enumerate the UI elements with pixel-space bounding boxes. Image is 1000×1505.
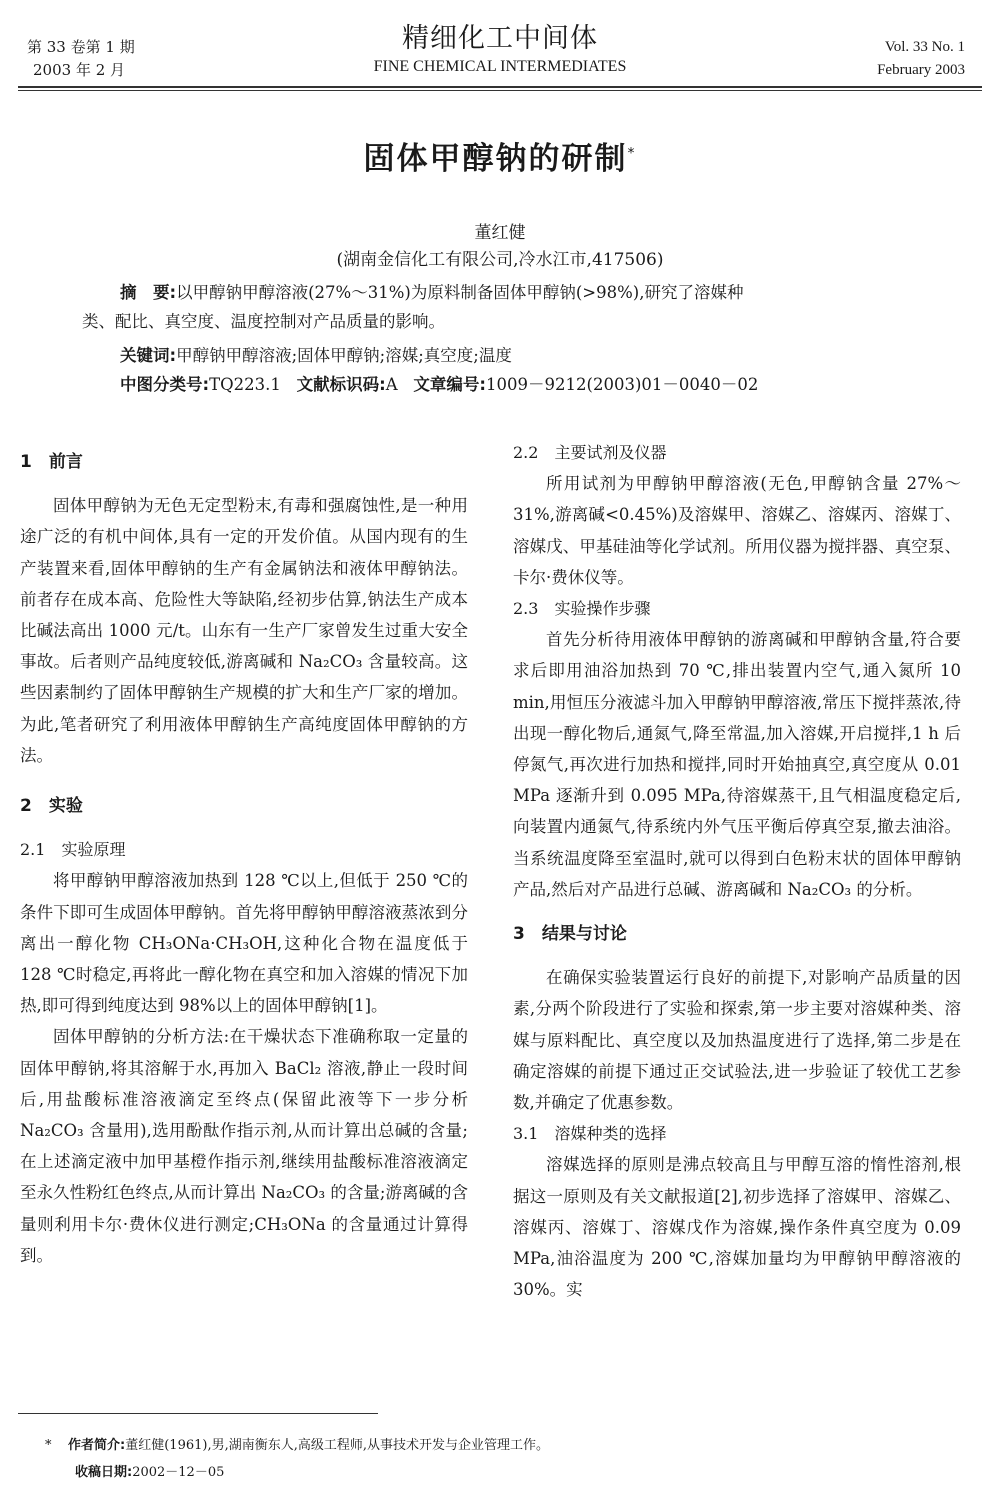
section-heading-results: 3 结果与讨论 bbox=[513, 924, 627, 945]
header-rule-thin bbox=[18, 90, 982, 91]
keywords bbox=[120, 342, 512, 366]
footnote-date-text: 2002－12－05 bbox=[132, 1465, 225, 1480]
subsection-heading-reagents: 2.2 主要试剂及仪器 bbox=[513, 443, 667, 462]
subsection-heading-procedure: 2.3 实验操作步骤 bbox=[513, 599, 651, 619]
doc-code-value: A bbox=[385, 375, 398, 394]
abstract-text-1: 以甲醇钠甲醇溶液(27%～31%)为原料制备固体甲醇钠(>98%),研究了溶媒种 bbox=[176, 283, 744, 302]
paragraph-reagents: 所用试剂为甲醇钠甲醇溶液(无色,甲醇钠含量 27%～31%,游离碱<0.45%)及溶媒甲、溶媒乙、溶媒丙、溶媒丁、溶媒戊、甲基硅油等化学试剂。所用仪器为搅拌器、真空泵、卡尔·费休仪等。 bbox=[513, 474, 961, 587]
subsection-heading-principle: 2.1 实验原理 bbox=[20, 840, 126, 860]
abstract bbox=[82, 278, 922, 336]
article-number-label: 文章编号: bbox=[413, 375, 487, 394]
author-name: 董红健 bbox=[474, 223, 526, 243]
journal-masthead bbox=[300, 22, 700, 78]
paper-title bbox=[0, 133, 1000, 178]
journal-title-en: FINE CHEMICAL INTERMEDIATES bbox=[373, 58, 627, 75]
footnote-rule bbox=[18, 1413, 378, 1414]
left-column bbox=[20, 437, 468, 1271]
footnote-mark: * bbox=[45, 1438, 52, 1453]
title-footnote-mark: * bbox=[627, 145, 637, 162]
date-en: February 2003 bbox=[877, 62, 965, 78]
article-number-value: 1009－9212(2003)01－0040－02 bbox=[486, 375, 759, 394]
paragraph-principle: 将甲醇钠甲醇溶液加热到 128 ℃以上,但低于 250 ℃的条件下即可生成固体甲醇钠。首先将甲醇钠甲醇溶液蒸浓到分离出一醇化物 CH₃ONa·CH₃OH,这种化合物在温度低于 128 ℃时稳定,再将此一醇化物在真空和加入溶媒的情况下加热,即可得到纯度达到 98%以上的固体甲醇钠[1]。 bbox=[20, 871, 468, 1016]
footnote-author-label: 作者简介: bbox=[68, 1438, 126, 1453]
header-issue-cn bbox=[27, 36, 135, 82]
footnote-author-text: 董红健(1961),男,湖南衡东人,高级工程师,从事技术开发与企业管理工作。 bbox=[125, 1438, 549, 1453]
footnote bbox=[45, 1432, 549, 1486]
paragraph-analysis-method: 固体甲醇钠的分析方法:在干燥状态下准确称取一定量的固体甲醇钠,将其溶解于水,再加入 BaCl₂ 溶液,静止一段时间后,用盐酸标准溶液滴定至终点(保留此液等下一步分析 Na₂CO₃ 含量用),选用酚酞作指示剂,从而计算出总碱的含量;在上述滴定液中加甲基橙作指示剂,继续用盐酸标准溶液滴定至永久性粉红色终点,从而计算出 Na₂CO₃ 的含量;游离碱的含量则利用卡尔·费休仪进行测定;CH₃ONa 的含量通过计算得到。 bbox=[20, 1027, 468, 1265]
classification bbox=[120, 371, 758, 395]
author-affiliation: (湖南金信化工有限公司,冷水江市,417506) bbox=[336, 250, 664, 270]
section-heading-intro: 1 前言 bbox=[20, 452, 83, 472]
keywords-label: 关键词: bbox=[120, 346, 177, 365]
header-issue-en bbox=[877, 36, 965, 82]
header-rule bbox=[18, 86, 982, 88]
paragraph-results: 在确保实验装置运行良好的前提下,对影响产品质量的因素,分两个阶段进行了实验和探索,第一步主要对溶媒种类、溶媒与原料配比、真空度以及加热温度进行了选择,第二步是在确定溶媒的前提下通过正交试验法,进一步验证了较优工艺参数,并确定了优惠参数。 bbox=[513, 968, 961, 1113]
issue-en: Vol. 33 No. 1 bbox=[884, 39, 965, 55]
abstract-text-2: 类、配比、真空度、温度控制对产品质量的影响。 bbox=[82, 312, 445, 331]
paragraph-solvent: 溶媒选择的原则是沸点较高且与甲醇互溶的惰性溶剂,根据这一原则及有关文献报道[2],初步选择了溶媒甲、溶媒乙、溶媒丙、溶媒丁、溶媒戊作为溶媒,操作条件真空度为 0.09 MPa,油浴温度为 200 ℃,溶媒加量均为甲醇钠甲醇溶液的 30%。实 bbox=[513, 1155, 961, 1300]
doc-code-label: 文献标识码: bbox=[296, 375, 386, 394]
journal-title-cn: 精细化工中间体 bbox=[402, 23, 598, 54]
footnote-date-label: 收稿日期: bbox=[75, 1465, 133, 1480]
date-cn: 2003 年 2 月 bbox=[33, 61, 126, 79]
title-text: 固体甲醇钠的研制 bbox=[363, 141, 628, 177]
paragraph-procedure: 首先分析待用液体甲醇钠的游离碱和甲醇钠含量,符合要求后即用油浴加热到 70 ℃,排出装置内空气,通入氮所 10 min,用恒压分液滤斗加入甲醇钠甲醇溶液,常压下搅拌蒸浓,待出现一醇化物后,通氮气,降至常温,加入溶媒,开启搅拌,1 h 后停氮气,再次进行加热和搅拌,同时开始抽真空,真空度从 0.01 MPa 逐渐升到 0.095 MPa,待溶媒蒸干,且气相温度稳定后,向装置内通氮气,待系统内外气压平衡后停真空泵,撤去油浴。当系统温度降至室温时,就可以得到白色粉末状的固体甲醇钠产品,然后对产品进行总碱、游离碱和 Na₂CO₃ 的分析。 bbox=[513, 630, 961, 899]
clc-value: TQ223.1 bbox=[209, 375, 281, 394]
section-heading-experiment: 2 实验 bbox=[20, 796, 83, 817]
paragraph-intro: 固体甲醇钠为无色无定型粉末,有毒和强腐蚀性,是一种用途广泛的有机中间体,具有一定的开发价值。从国内现有的生产装置来看,固体甲醇钠的生产有金属钠法和液体甲醇钠法。前者存在成本高、危险性大等缺陷,经初步估算,钠法生产成本比碱法高出 1000 元/t。山东有一生产厂家曾发生过重大安全事故。后者则产品纯度较低,游离碱和 Na₂CO₃ 含量较高。这些因素制约了固体甲醇钠生产规模的扩大和生产厂家的增加。为此,笔者研究了利用液体甲醇钠生产高纯度固体甲醇钠的方法。 bbox=[20, 496, 468, 765]
subsection-heading-solvent: 3.1 溶媒种类的选择 bbox=[513, 1124, 667, 1144]
issue-cn: 第 33 卷第 1 期 bbox=[27, 38, 135, 56]
clc-label: 中图分类号: bbox=[120, 375, 210, 394]
right-column bbox=[513, 437, 961, 1305]
keywords-text: 甲醇钠甲醇溶液;固体甲醇钠;溶媒;真空度;温度 bbox=[176, 346, 512, 365]
abstract-label: 摘 要: bbox=[120, 283, 177, 302]
